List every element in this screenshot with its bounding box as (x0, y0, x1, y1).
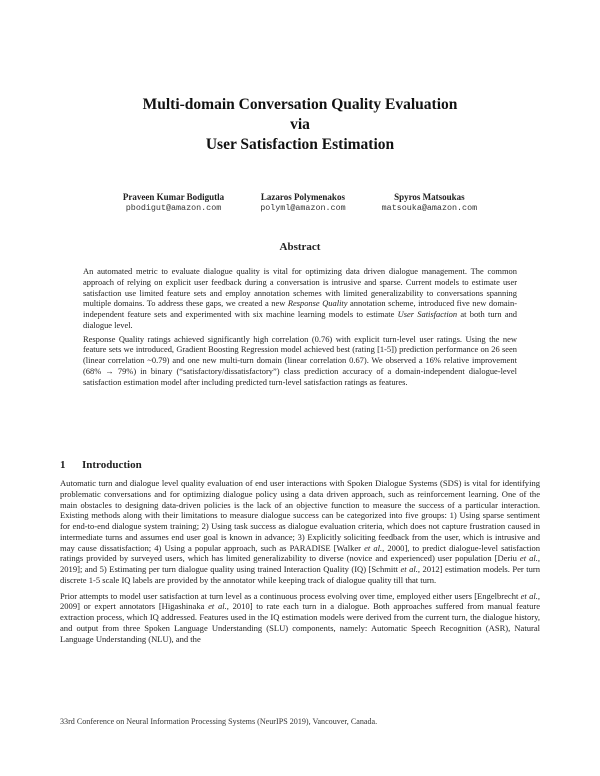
title-line: User Satisfaction Estimation (205, 136, 395, 153)
author-name: Lazaros Polymenakos (260, 192, 345, 202)
author-email: matsouka@amazon.com (381, 203, 478, 213)
abstract-paragraph (83, 266, 517, 331)
section-number: 1 (60, 459, 66, 471)
section-heading (60, 459, 142, 471)
italic-text: User Satisfaction (397, 309, 458, 319)
italic-text: et al. (519, 553, 538, 564)
section-title: Introduction (82, 459, 142, 471)
author-name: Praveen Kumar Bodigutla (122, 192, 225, 202)
text-run: , 2009] or expert annotators [Higashinaka (60, 590, 540, 612)
author-email: pbodigut@amazon.com (125, 203, 222, 213)
text-run: Prior attempts to model user satisfaction at turn level as a continuous process evolving over time, employed either users [Engelbrecht (60, 590, 521, 601)
footnote: 33rd Conference on Neural Information Processing Systems (NeurIPS 2019), Vancouver, Canada. (60, 717, 378, 726)
section-body (60, 478, 540, 649)
body-paragraph (60, 478, 540, 586)
italic-text: et al. (520, 590, 538, 601)
text-run: annotation scheme, introduced five new domain-independent feature sets and experimented with six machine learning models to estimate (83, 298, 517, 319)
text-run: An automated metric to evaluate dialogue quality is vital for optimizing data driven dialogue management. The common approach of relying on explicit user feedback during a conversation is intrusive and sparse. Current models to estimate user satisfaction use limited feature sets and employ annotation schemes with limited generalizability to conversations spanning multiple domains. To address these gaps, we created a new (83, 266, 517, 309)
text-run: , 2019]; and 5) Estimating per turn dialogue quality using trained Interaction Quality (IQ) [Schmitt (60, 553, 540, 574)
text-run: Response Quality ratings achieved significantly high correlation (0.76) with explicit turn-level user ratings. Using the new feature sets we introduced, Gradient Boosting Regression model achieved best (rating [1-5]) prediction performance on 26 seen (linear correlation ~0.79) and one new multi-turn domain (linear correlation 0.67). We observed a 16% relative improvement (68% → 79%) in binary (“satisfactory/dissatisfactory”) class prediction accuracy of a domain-independent dialogue-level satisfaction estimation model after including predicted turn-level satisfaction ratings as features. (83, 333, 517, 387)
title-line: via (290, 116, 310, 133)
abstract-paragraph (83, 334, 517, 388)
text-run: Automatic turn and dialogue level quality evaluation of end user interactions with Spoken Dialogue Systems (SDS) is vital for identifying problematic conversations and for optimizing dialogue policy using a data driven approach, such as reinforcement learning. One of the main obstacles to designing data-driven policies is the lack of an objective function to measure the success of a particular interaction. Existing methods along with their limitations to measure dialogue success can be categorized into five groups: 1) Using sparse sentiment for end-to-end dialogue system training; 2) Using task success as dialogue evaluation criteria, which does not capture frustration caused in intermediate turns and assumes end user goal is known in advance; 3) Explicitly soliciting feedback from the user, which is intrusive and may cause dissatisfaction; 4) Using a popular approach, such as PARADISE [Walker (60, 478, 540, 553)
paper-title (0, 95, 600, 155)
abstract-heading: Abstract (279, 241, 321, 253)
author (123, 192, 224, 214)
text-run: , 2010] to rate each turn in a dialogue. Both approaches suffered from manual feature extraction process, which IQ addressed. Features used in the IQ estimation models were derived from the current turn, the dialogue history, and output from three Spoken Language Understanding (SLU) components, namely: Automatic Speech Recognition (ASR), Natural Language Understanding (NLU), and the (60, 601, 540, 644)
author-list (0, 192, 600, 214)
title-line: Multi-domain Conversation Quality Evaluation (142, 96, 458, 113)
body-paragraph (60, 591, 540, 645)
text-run: , 2012] estimation models. Per turn discrete 1-5 scale IQ labels are provided by the annotator while keeping track of dialogue quality till that turn. (60, 564, 541, 585)
italic-text: et al. (208, 601, 227, 612)
author-email: polyml@amazon.com (260, 203, 346, 213)
text-run: , 2000], to predict dialogue-level satisfaction ratings provided by surveyed users, which has limited generalizability to diverse (novice and experienced) user population [Deriu (60, 542, 540, 564)
author (382, 192, 478, 214)
italic-text: Response Quality (287, 298, 348, 309)
italic-text: et al. (364, 542, 383, 553)
italic-text: et al. (400, 564, 418, 574)
author-name: Spyros Matsoukas (394, 192, 465, 202)
text-run: at both turn and dialogue level. (83, 309, 518, 330)
author (260, 192, 345, 214)
abstract-body (83, 266, 517, 390)
